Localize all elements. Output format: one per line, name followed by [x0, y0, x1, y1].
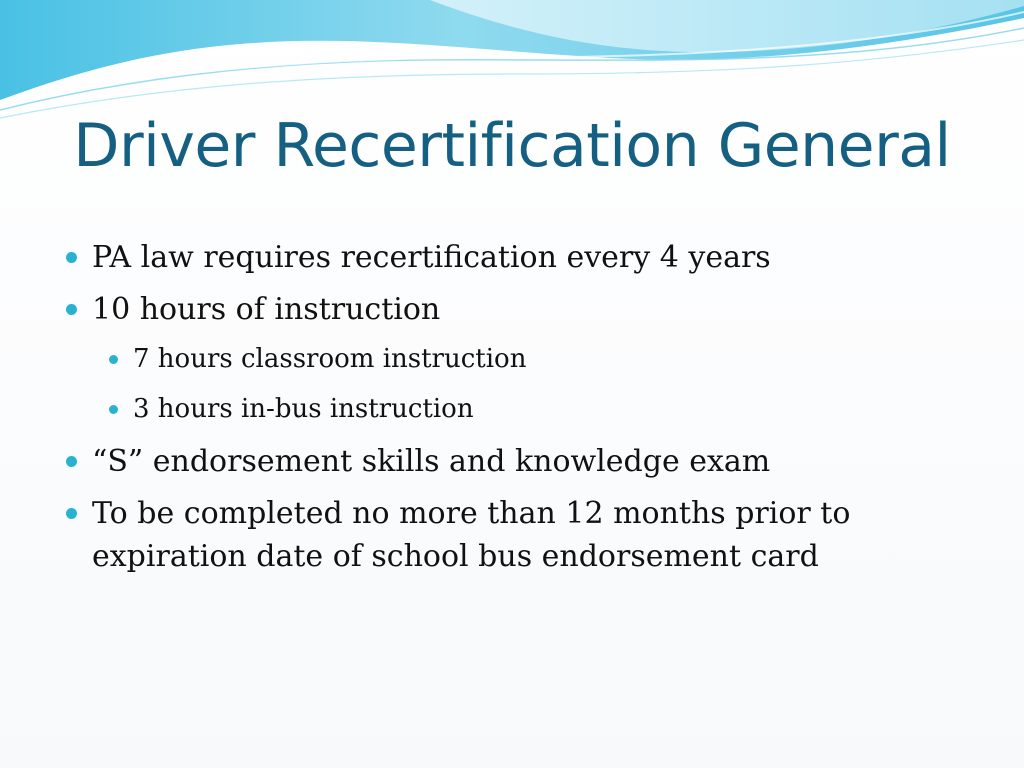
- bullet-dot-icon: [66, 508, 77, 519]
- list-item: [62, 288, 962, 331]
- bullet-dot-icon: [66, 304, 77, 315]
- bullet-dot-icon: [66, 252, 77, 263]
- bullet-text: To be completed no more than 12 months prior to expiration date of school bus endorsement card: [92, 496, 851, 574]
- bullet-list: [62, 236, 962, 587]
- sub-list-item: [62, 340, 962, 379]
- slide-title: Driver Recertification General: [73, 111, 951, 181]
- bullet-text: 7 hours classroom instruction: [133, 344, 527, 374]
- bullet-dot-icon: [66, 456, 77, 467]
- sub-list-item: [62, 390, 962, 429]
- bullet-dot-icon: [109, 355, 118, 364]
- list-item: [62, 236, 962, 279]
- bullet-text: 3 hours in-bus instruction: [133, 394, 474, 424]
- bullet-text: 10 hours of instruction: [92, 292, 441, 327]
- bullet-dot-icon: [109, 405, 118, 414]
- list-item: [62, 440, 962, 483]
- bullet-text: PA law requires recertification every 4 years: [92, 240, 771, 275]
- bullet-text: “S” endorsement skills and knowledge exam: [92, 444, 771, 479]
- list-item: [62, 492, 962, 578]
